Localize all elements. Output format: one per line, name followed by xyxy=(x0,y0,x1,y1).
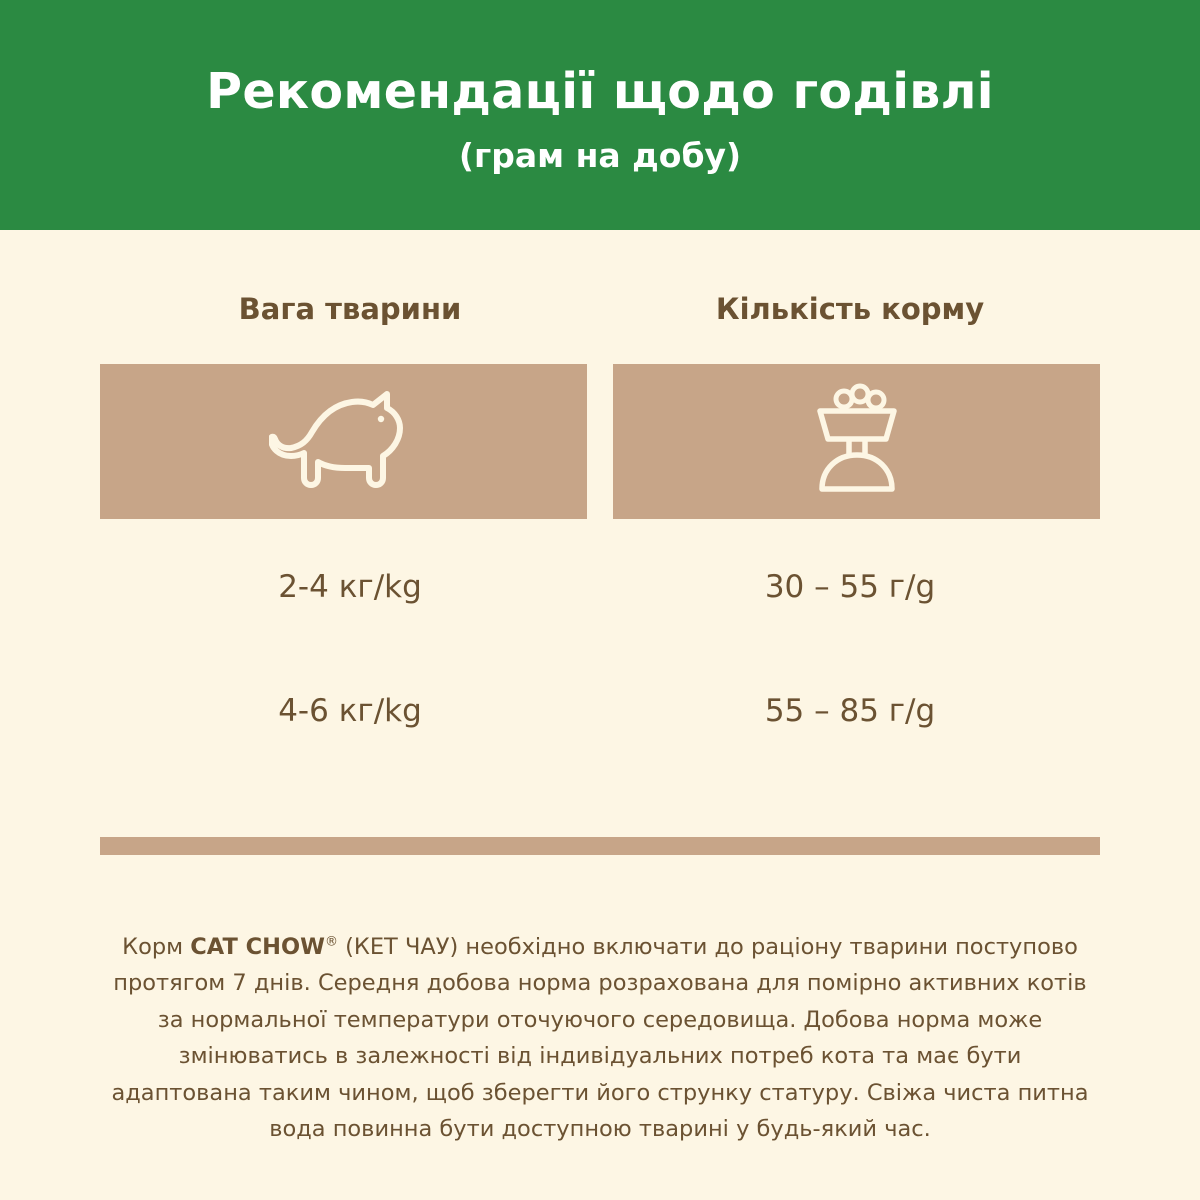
column-header-amount: Кількість корму xyxy=(715,292,985,326)
food-bowl-icon xyxy=(792,381,922,503)
footnote-lead: Корм xyxy=(122,934,191,960)
cell-weight: 4-6 кг/kg xyxy=(278,693,422,729)
table-row xyxy=(100,649,1100,773)
brand-name: CAT CHOW xyxy=(190,934,325,960)
icon-cell-amount xyxy=(613,364,1100,519)
table-bottom-divider xyxy=(100,837,1100,855)
page-subtitle: (грам на добу) xyxy=(458,136,742,176)
table-icon-row xyxy=(100,364,1100,519)
page-header xyxy=(0,0,1200,230)
feeding-table xyxy=(0,292,1200,855)
footnote-body: (КЕТ ЧАУ) необхідно включати до раціону тварини поступово протягом 7 днів. Середня добова норма розрахована для помірно активних котів за нормальної температури оточуючого середовища. Добова норма може змінюватись в залежності від індивідуальних потреб кота та має бути адаптована таким чином, щоб зберегти його струнку статуру. Свіжа чиста питна вода повинна бути доступною тварині у будь-який час. xyxy=(111,934,1089,1143)
registered-mark: ® xyxy=(324,934,338,950)
cell-weight: 2-4 кг/kg xyxy=(278,569,422,605)
column-header-weight: Вага тварини xyxy=(238,292,462,326)
table-row xyxy=(100,525,1100,649)
table-column-headers xyxy=(100,292,1100,326)
icon-cell-weight xyxy=(100,364,587,519)
cell-amount: 55 – 85 г/g xyxy=(764,693,936,729)
page-title: Рекомендації щодо годівлі xyxy=(206,62,994,120)
cat-icon xyxy=(269,386,419,498)
cell-amount: 30 – 55 г/g xyxy=(764,569,936,605)
footnote-text xyxy=(108,929,1092,1148)
